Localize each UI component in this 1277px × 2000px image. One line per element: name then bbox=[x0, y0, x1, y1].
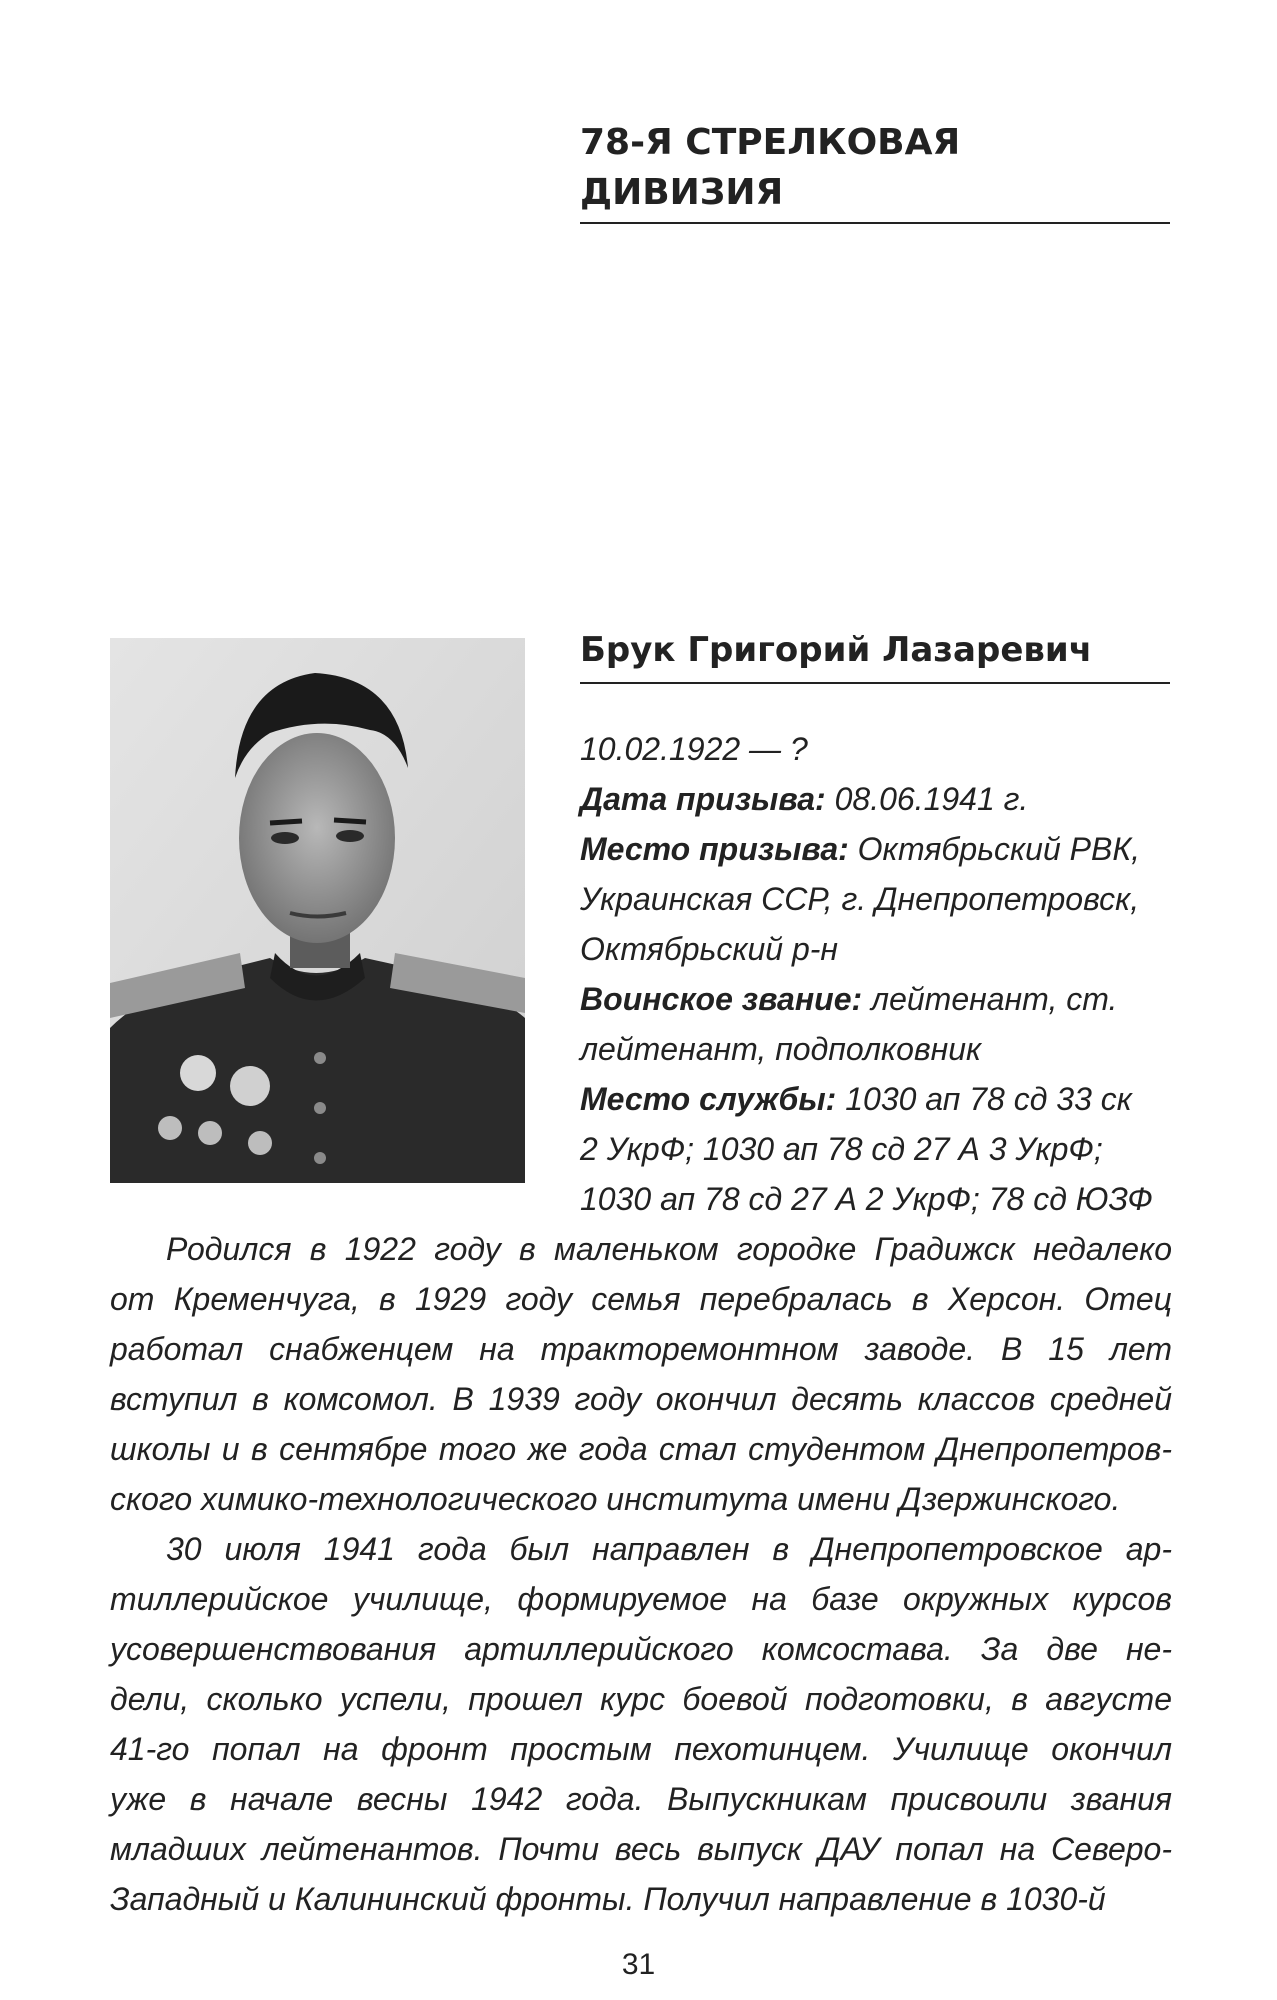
text-line: дели, сколько успели, прошел курс боевой подготовки, в августе bbox=[110, 1681, 1172, 1717]
draft-place bbox=[580, 824, 1172, 874]
draft-place-value: Октябрьский РВК, bbox=[848, 831, 1141, 867]
text-line: работал снабженцем на тракторемонтном заводе. В 15 лет bbox=[110, 1331, 1172, 1367]
text-line: Западный и Калининский фронты. Получил направление в 1030-й bbox=[110, 1881, 1106, 1917]
draft-place-label: Место призыва: bbox=[580, 831, 849, 867]
person-info bbox=[580, 724, 1172, 1224]
military-rank-line: лейтенант, подполковник bbox=[580, 1031, 982, 1067]
text-line: ского химико-технологического института имени Дзержинского. bbox=[110, 1481, 1121, 1517]
service-place-line: 1030 ап 78 сд 27 А 2 УкрФ; 78 сд ЮЗФ bbox=[580, 1181, 1153, 1217]
portrait-photo bbox=[110, 638, 525, 1183]
name-divider bbox=[580, 682, 1170, 684]
service-value: 1030 ап 78 сд 33 ск bbox=[836, 1081, 1132, 1117]
draft-date bbox=[580, 774, 1172, 824]
text-line: 41-го попал на фронт простым пехотинцем. Училище окончил bbox=[110, 1731, 1172, 1767]
life-dates: 10.02.1922 — ? bbox=[580, 731, 808, 767]
draft-date-label: Дата призыва: bbox=[580, 781, 826, 817]
text-line: вступил в комсомол. В 1939 году окончил десять классов средней bbox=[110, 1381, 1172, 1417]
text-line: тиллерийское училище, формируемое на базе окружных курсов bbox=[110, 1581, 1172, 1617]
text-line: школы и в сентябре того же года стал студентом Днепропетров- bbox=[110, 1431, 1172, 1467]
person-name: Брук Григорий Лазаревич bbox=[580, 630, 1093, 670]
biography-text bbox=[110, 1224, 1172, 1924]
draft-place-line: Украинская ССР, г. Днепропетровск, bbox=[580, 881, 1140, 917]
rank-label: Воинское звание: bbox=[580, 981, 863, 1017]
text-line: 30 июля 1941 года был направлен в Днепропетровское ар- bbox=[166, 1531, 1172, 1567]
text-line: Родился в 1922 году в маленьком городке Градижск недалеко bbox=[166, 1231, 1172, 1267]
draft-date-value: 08.06.1941 г. bbox=[825, 781, 1029, 817]
rank-value: лейтенант, ст. bbox=[862, 981, 1118, 1017]
section-title-line: 78-Я СТРЕЛКОВАЯ bbox=[580, 122, 961, 163]
page-number: 31 bbox=[621, 1948, 656, 1981]
service-place-line: 2 УкрФ; 1030 ап 78 сд 27 А 3 УкрФ; bbox=[580, 1131, 1103, 1167]
text-line: от Кременчуга, в 1929 году семья перебралась в Херсон. Отец bbox=[110, 1281, 1172, 1317]
service-place bbox=[580, 1074, 1172, 1124]
text-line: усовершенствования артиллерийского комсостава. За две не- bbox=[110, 1631, 1172, 1667]
text-line: уже в начале весны 1942 года. Выпускникам присвоили звания bbox=[110, 1781, 1172, 1817]
military-rank bbox=[580, 974, 1172, 1024]
draft-place-line: Октябрьский р-н bbox=[580, 931, 839, 967]
title-divider bbox=[580, 222, 1170, 224]
text-line: младших лейтенантов. Почти весь выпуск ДАУ попал на Северо- bbox=[110, 1831, 1172, 1867]
section-title-line: ДИВИЗИЯ bbox=[580, 172, 784, 213]
section-title bbox=[580, 118, 1170, 218]
service-label: Место службы: bbox=[580, 1081, 837, 1117]
